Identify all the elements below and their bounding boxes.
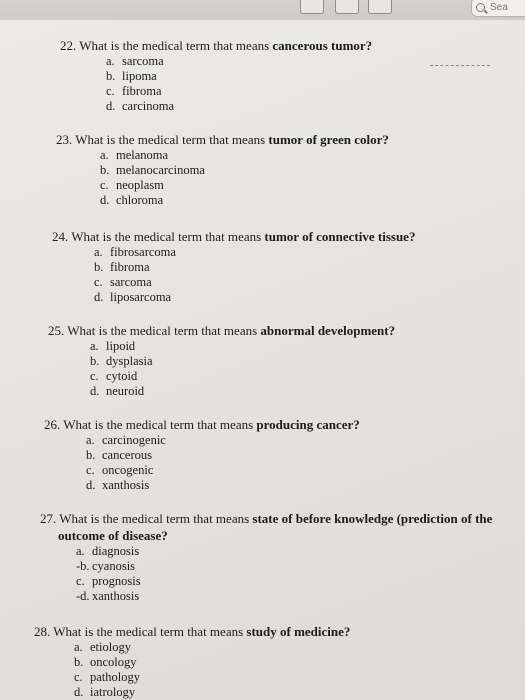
question-stem: 28. What is the medical term that means study of medicine? xyxy=(34,624,351,639)
option[interactable]: d. liposarcoma xyxy=(94,290,172,304)
option[interactable]: c. prognosis xyxy=(76,574,141,588)
option[interactable]: d. iatrology xyxy=(74,685,136,699)
option[interactable]: a. carcinogenic xyxy=(86,433,166,447)
option[interactable]: c. oncogenic xyxy=(86,463,154,477)
question-stem-continued: outcome of disease? xyxy=(58,528,168,543)
option[interactable]: a. lipoid xyxy=(90,339,136,353)
option[interactable]: b. cancerous xyxy=(86,448,152,462)
question-24 xyxy=(52,228,415,305)
option[interactable]: d. xanthosis xyxy=(86,478,150,492)
question-stem: 25. What is the medical term that means abnormal development? xyxy=(48,323,396,338)
question-28 xyxy=(34,623,350,700)
question-stem: 26. What is the medical term that means producing cancer? xyxy=(44,417,360,432)
question-stem: 22. What is the medical term that means cancerous tumor? xyxy=(60,38,373,53)
option[interactable]: c. neoplasm xyxy=(100,178,164,192)
option[interactable]: -d. xanthosis xyxy=(76,589,140,603)
option[interactable]: b. dysplasia xyxy=(90,354,153,368)
search-input[interactable] xyxy=(471,0,525,17)
option[interactable]: c. sarcoma xyxy=(94,275,152,289)
option[interactable]: d. neuroid xyxy=(90,384,145,398)
option[interactable]: b. oncology xyxy=(74,655,137,669)
option[interactable]: a. fibrosarcoma xyxy=(94,245,176,259)
question-25 xyxy=(48,322,395,399)
toolbar-button[interactable] xyxy=(368,0,392,14)
option[interactable]: c. fibroma xyxy=(106,84,162,98)
toolbar-button[interactable] xyxy=(335,0,359,14)
option[interactable]: c. cytoid xyxy=(90,369,138,383)
option[interactable]: a. melanoma xyxy=(100,148,169,162)
option[interactable]: d. carcinoma xyxy=(106,99,175,113)
search-icon xyxy=(476,3,485,12)
toolbar-button[interactable] xyxy=(300,0,324,14)
question-23 xyxy=(56,131,389,208)
option[interactable]: b. fibroma xyxy=(94,260,150,274)
option[interactable]: b. melanocarcinoma xyxy=(100,163,205,177)
option[interactable]: -b. cyanosis xyxy=(76,559,136,573)
divider xyxy=(430,65,490,66)
question-26 xyxy=(44,416,360,493)
option[interactable]: b. lipoma xyxy=(106,69,157,83)
option[interactable]: d. chloroma xyxy=(100,193,164,207)
browser-toolbar xyxy=(0,0,525,20)
option[interactable]: a. sarcoma xyxy=(106,54,164,68)
option[interactable]: a. diagnosis xyxy=(76,544,140,558)
search-placeholder: Sea xyxy=(490,1,508,13)
question-stem: 24. What is the medical term that means tumor of connective tissue? xyxy=(52,229,416,244)
question-22 xyxy=(60,37,372,114)
option[interactable]: c. pathology xyxy=(74,670,140,684)
question-stem: 27. What is the medical term that means state of before knowledge (prediction of the xyxy=(40,511,493,526)
question-stem: 23. What is the medical term that means tumor of green color? xyxy=(56,132,389,147)
option[interactable]: a. etiology xyxy=(74,640,131,654)
question-27 xyxy=(40,510,492,604)
